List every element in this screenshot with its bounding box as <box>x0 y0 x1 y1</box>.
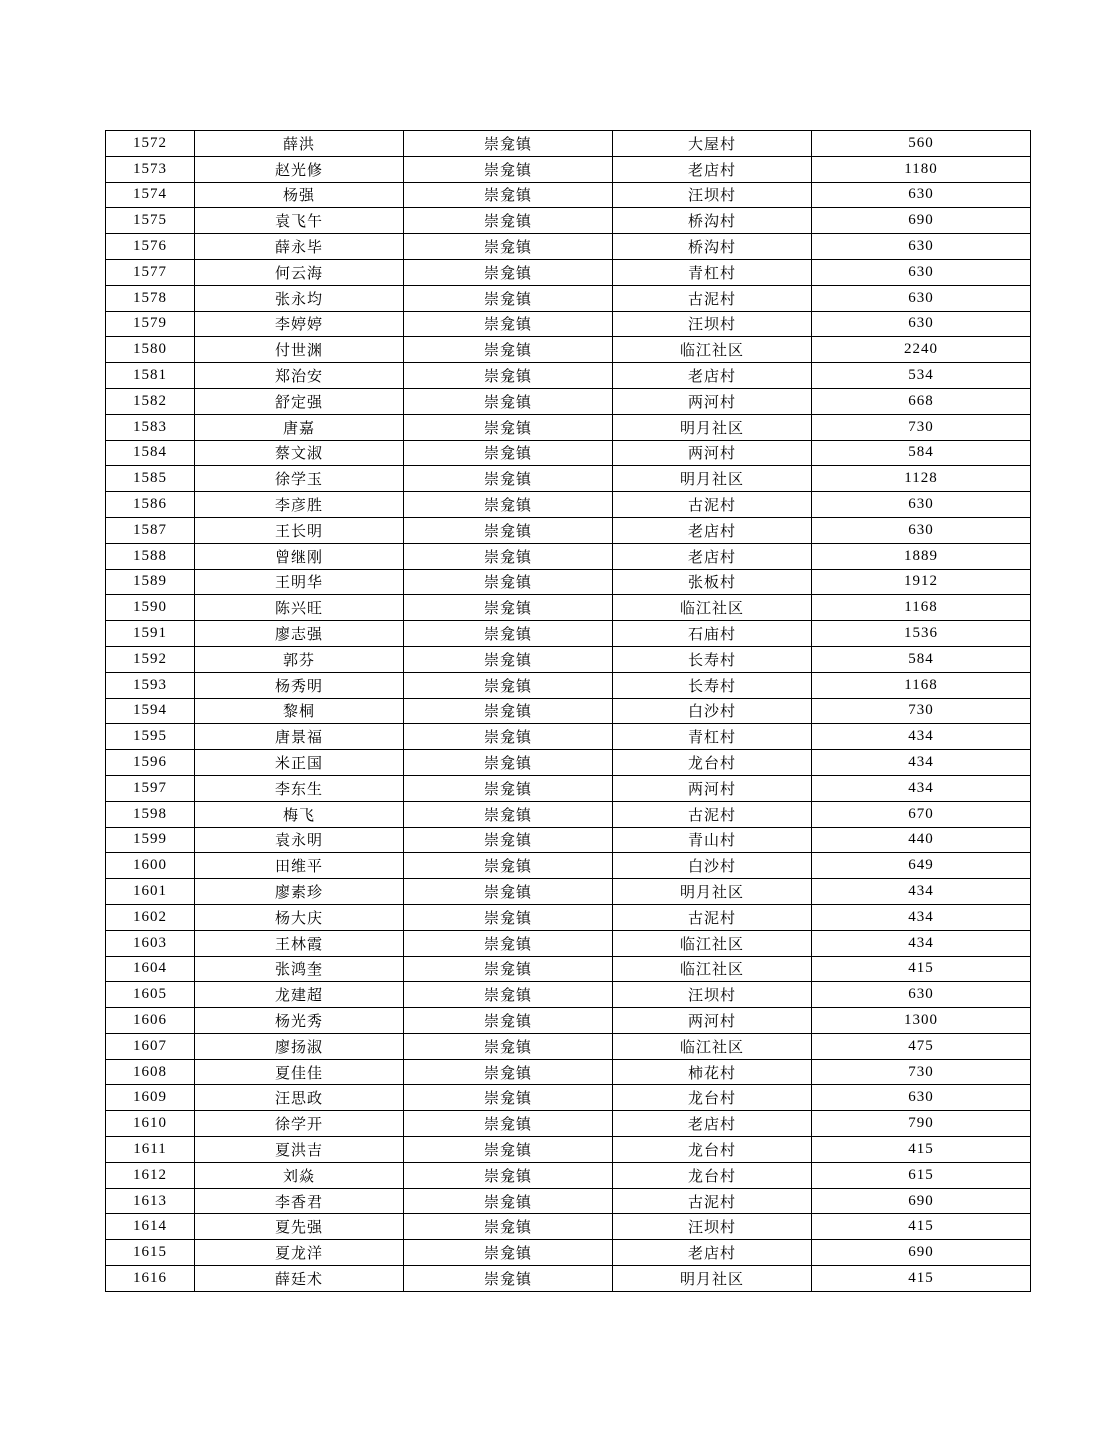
town-cell: 崇龛镇 <box>404 982 613 1008</box>
row-number-cell: 1589 <box>106 569 195 595</box>
town-cell: 崇龛镇 <box>404 1059 613 1085</box>
village-cell: 老店村 <box>613 517 812 543</box>
amount-cell: 615 <box>812 1162 1031 1188</box>
person-name-cell: 黎桐 <box>195 698 404 724</box>
row-number-cell: 1603 <box>106 930 195 956</box>
village-cell: 桥沟村 <box>613 234 812 260</box>
person-name-cell: 杨光秀 <box>195 1008 404 1034</box>
row-number-cell: 1584 <box>106 440 195 466</box>
person-name-cell: 杨大庆 <box>195 904 404 930</box>
village-cell: 两河村 <box>613 440 812 466</box>
village-cell: 两河村 <box>613 775 812 801</box>
amount-cell: 560 <box>812 131 1031 157</box>
town-cell: 崇龛镇 <box>404 879 613 905</box>
town-cell: 崇龛镇 <box>404 208 613 234</box>
person-name-cell: 汪思政 <box>195 1085 404 1111</box>
table-row <box>106 750 1031 776</box>
row-number-cell: 1581 <box>106 363 195 389</box>
amount-cell: 440 <box>812 827 1031 853</box>
town-cell: 崇龛镇 <box>404 1162 613 1188</box>
person-name-cell: 夏洪吉 <box>195 1137 404 1163</box>
person-name-cell: 龙建超 <box>195 982 404 1008</box>
table-row <box>106 904 1031 930</box>
town-cell: 崇龛镇 <box>404 285 613 311</box>
town-cell: 崇龛镇 <box>404 363 613 389</box>
person-name-cell: 郭芬 <box>195 646 404 672</box>
amount-cell: 730 <box>812 1059 1031 1085</box>
row-number-cell: 1578 <box>106 285 195 311</box>
village-cell: 张板村 <box>613 569 812 595</box>
row-number-cell: 1579 <box>106 311 195 337</box>
town-cell: 崇龛镇 <box>404 440 613 466</box>
table-row <box>106 311 1031 337</box>
table-body <box>106 131 1031 1292</box>
row-number-cell: 1575 <box>106 208 195 234</box>
table-row <box>106 982 1031 1008</box>
row-number-cell: 1596 <box>106 750 195 776</box>
table-row <box>106 363 1031 389</box>
table-row <box>106 466 1031 492</box>
amount-cell: 434 <box>812 724 1031 750</box>
town-cell: 崇龛镇 <box>404 595 613 621</box>
town-cell: 崇龛镇 <box>404 1137 613 1163</box>
person-name-cell: 张永均 <box>195 285 404 311</box>
row-number-cell: 1610 <box>106 1111 195 1137</box>
table-row <box>106 621 1031 647</box>
person-name-cell: 徐学开 <box>195 1111 404 1137</box>
amount-cell: 790 <box>812 1111 1031 1137</box>
village-cell: 大屋村 <box>613 131 812 157</box>
row-number-cell: 1595 <box>106 724 195 750</box>
row-number-cell: 1611 <box>106 1137 195 1163</box>
village-cell: 白沙村 <box>613 698 812 724</box>
table-row <box>106 1111 1031 1137</box>
amount-cell: 434 <box>812 930 1031 956</box>
table-row <box>106 543 1031 569</box>
row-number-cell: 1587 <box>106 517 195 543</box>
village-cell: 临江社区 <box>613 930 812 956</box>
table-row <box>106 285 1031 311</box>
village-cell: 龙台村 <box>613 1162 812 1188</box>
town-cell: 崇龛镇 <box>404 672 613 698</box>
amount-cell: 415 <box>812 1266 1031 1292</box>
row-number-cell: 1573 <box>106 156 195 182</box>
person-name-cell: 刘焱 <box>195 1162 404 1188</box>
amount-cell: 434 <box>812 904 1031 930</box>
person-name-cell: 张鸿奎 <box>195 956 404 982</box>
village-cell: 古泥村 <box>613 904 812 930</box>
table-row <box>106 698 1031 724</box>
table-row <box>106 956 1031 982</box>
amount-cell: 1889 <box>812 543 1031 569</box>
person-name-cell: 杨强 <box>195 182 404 208</box>
amount-cell: 415 <box>812 1214 1031 1240</box>
town-cell: 崇龛镇 <box>404 1111 613 1137</box>
person-name-cell: 赵光修 <box>195 156 404 182</box>
amount-cell: 630 <box>812 285 1031 311</box>
table-row <box>106 1240 1031 1266</box>
person-name-cell: 薛廷术 <box>195 1266 404 1292</box>
amount-cell: 1300 <box>812 1008 1031 1034</box>
village-cell: 明月社区 <box>613 879 812 905</box>
person-name-cell: 薛永毕 <box>195 234 404 260</box>
person-name-cell: 唐景福 <box>195 724 404 750</box>
town-cell: 崇龛镇 <box>404 853 613 879</box>
person-name-cell: 袁永明 <box>195 827 404 853</box>
row-number-cell: 1607 <box>106 1033 195 1059</box>
village-cell: 老店村 <box>613 363 812 389</box>
village-cell: 临江社区 <box>613 1033 812 1059</box>
person-name-cell: 薛洪 <box>195 131 404 157</box>
village-cell: 两河村 <box>613 388 812 414</box>
amount-cell: 415 <box>812 956 1031 982</box>
amount-cell: 630 <box>812 182 1031 208</box>
amount-cell: 1912 <box>812 569 1031 595</box>
amount-cell: 630 <box>812 492 1031 518</box>
table-row <box>106 517 1031 543</box>
table-row <box>106 569 1031 595</box>
person-name-cell: 李香君 <box>195 1188 404 1214</box>
table-row <box>106 775 1031 801</box>
amount-cell: 584 <box>812 440 1031 466</box>
village-cell: 汪坝村 <box>613 311 812 337</box>
row-number-cell: 1574 <box>106 182 195 208</box>
table-row <box>106 1266 1031 1292</box>
table-row <box>106 388 1031 414</box>
row-number-cell: 1599 <box>106 827 195 853</box>
village-cell: 古泥村 <box>613 492 812 518</box>
table-row <box>106 646 1031 672</box>
table-row <box>106 492 1031 518</box>
person-name-cell: 陈兴旺 <box>195 595 404 621</box>
person-name-cell: 王明华 <box>195 569 404 595</box>
village-cell: 临江社区 <box>613 595 812 621</box>
row-number-cell: 1580 <box>106 337 195 363</box>
amount-cell: 630 <box>812 517 1031 543</box>
row-number-cell: 1590 <box>106 595 195 621</box>
town-cell: 崇龛镇 <box>404 259 613 285</box>
row-number-cell: 1592 <box>106 646 195 672</box>
town-cell: 崇龛镇 <box>404 517 613 543</box>
table-row <box>106 672 1031 698</box>
town-cell: 崇龛镇 <box>404 569 613 595</box>
beneficiary-table <box>105 130 1031 1292</box>
row-number-cell: 1593 <box>106 672 195 698</box>
town-cell: 崇龛镇 <box>404 234 613 260</box>
town-cell: 崇龛镇 <box>404 311 613 337</box>
person-name-cell: 李彦胜 <box>195 492 404 518</box>
village-cell: 汪坝村 <box>613 982 812 1008</box>
amount-cell: 1128 <box>812 466 1031 492</box>
town-cell: 崇龛镇 <box>404 1240 613 1266</box>
row-number-cell: 1576 <box>106 234 195 260</box>
amount-cell: 534 <box>812 363 1031 389</box>
table-row <box>106 1162 1031 1188</box>
row-number-cell: 1600 <box>106 853 195 879</box>
village-cell: 桥沟村 <box>613 208 812 234</box>
row-number-cell: 1616 <box>106 1266 195 1292</box>
person-name-cell: 夏佳佳 <box>195 1059 404 1085</box>
amount-cell: 630 <box>812 259 1031 285</box>
village-cell: 古泥村 <box>613 1188 812 1214</box>
amount-cell: 415 <box>812 1137 1031 1163</box>
village-cell: 白沙村 <box>613 853 812 879</box>
table-row <box>106 724 1031 750</box>
row-number-cell: 1608 <box>106 1059 195 1085</box>
town-cell: 崇龛镇 <box>404 1033 613 1059</box>
village-cell: 老店村 <box>613 543 812 569</box>
amount-cell: 1168 <box>812 672 1031 698</box>
table-row <box>106 182 1031 208</box>
row-number-cell: 1588 <box>106 543 195 569</box>
village-cell: 青杠村 <box>613 724 812 750</box>
town-cell: 崇龛镇 <box>404 543 613 569</box>
row-number-cell: 1597 <box>106 775 195 801</box>
person-name-cell: 李东生 <box>195 775 404 801</box>
row-number-cell: 1572 <box>106 131 195 157</box>
table-row <box>106 879 1031 905</box>
table-row <box>106 1214 1031 1240</box>
town-cell: 崇龛镇 <box>404 492 613 518</box>
town-cell: 崇龛镇 <box>404 414 613 440</box>
town-cell: 崇龛镇 <box>404 337 613 363</box>
table-row <box>106 208 1031 234</box>
amount-cell: 434 <box>812 775 1031 801</box>
village-cell: 古泥村 <box>613 801 812 827</box>
table-row <box>106 1188 1031 1214</box>
town-cell: 崇龛镇 <box>404 801 613 827</box>
town-cell: 崇龛镇 <box>404 1188 613 1214</box>
row-number-cell: 1583 <box>106 414 195 440</box>
table-row <box>106 234 1031 260</box>
amount-cell: 630 <box>812 311 1031 337</box>
row-number-cell: 1604 <box>106 956 195 982</box>
person-name-cell: 何云海 <box>195 259 404 285</box>
town-cell: 崇龛镇 <box>404 466 613 492</box>
person-name-cell: 徐学玉 <box>195 466 404 492</box>
village-cell: 龙台村 <box>613 1137 812 1163</box>
table-row <box>106 827 1031 853</box>
town-cell: 崇龛镇 <box>404 724 613 750</box>
village-cell: 长寿村 <box>613 646 812 672</box>
person-name-cell: 李婷婷 <box>195 311 404 337</box>
amount-cell: 670 <box>812 801 1031 827</box>
row-number-cell: 1594 <box>106 698 195 724</box>
row-number-cell: 1591 <box>106 621 195 647</box>
row-number-cell: 1615 <box>106 1240 195 1266</box>
amount-cell: 630 <box>812 234 1031 260</box>
village-cell: 石庙村 <box>613 621 812 647</box>
amount-cell: 649 <box>812 853 1031 879</box>
amount-cell: 584 <box>812 646 1031 672</box>
row-number-cell: 1613 <box>106 1188 195 1214</box>
table-row <box>106 1085 1031 1111</box>
village-cell: 老店村 <box>613 1111 812 1137</box>
row-number-cell: 1585 <box>106 466 195 492</box>
table-row <box>106 1059 1031 1085</box>
person-name-cell: 夏龙洋 <box>195 1240 404 1266</box>
amount-cell: 690 <box>812 1188 1031 1214</box>
amount-cell: 1168 <box>812 595 1031 621</box>
row-number-cell: 1577 <box>106 259 195 285</box>
row-number-cell: 1602 <box>106 904 195 930</box>
town-cell: 崇龛镇 <box>404 1266 613 1292</box>
amount-cell: 730 <box>812 414 1031 440</box>
amount-cell: 1180 <box>812 156 1031 182</box>
person-name-cell: 杨秀明 <box>195 672 404 698</box>
amount-cell: 630 <box>812 1085 1031 1111</box>
town-cell: 崇龛镇 <box>404 1085 613 1111</box>
person-name-cell: 蔡文淑 <box>195 440 404 466</box>
amount-cell: 668 <box>812 388 1031 414</box>
town-cell: 崇龛镇 <box>404 827 613 853</box>
amount-cell: 630 <box>812 982 1031 1008</box>
table-row <box>106 156 1031 182</box>
table-row <box>106 1008 1031 1034</box>
row-number-cell: 1614 <box>106 1214 195 1240</box>
town-cell: 崇龛镇 <box>404 1008 613 1034</box>
village-cell: 青杠村 <box>613 259 812 285</box>
table-row <box>106 131 1031 157</box>
amount-cell: 434 <box>812 750 1031 776</box>
village-cell: 龙台村 <box>613 750 812 776</box>
village-cell: 青山村 <box>613 827 812 853</box>
row-number-cell: 1582 <box>106 388 195 414</box>
village-cell: 明月社区 <box>613 466 812 492</box>
table-row <box>106 853 1031 879</box>
village-cell: 汪坝村 <box>613 1214 812 1240</box>
person-name-cell: 王林霞 <box>195 930 404 956</box>
town-cell: 崇龛镇 <box>404 775 613 801</box>
amount-cell: 730 <box>812 698 1031 724</box>
village-cell: 汪坝村 <box>613 182 812 208</box>
table-row <box>106 337 1031 363</box>
person-name-cell: 曾继刚 <box>195 543 404 569</box>
row-number-cell: 1586 <box>106 492 195 518</box>
town-cell: 崇龛镇 <box>404 956 613 982</box>
town-cell: 崇龛镇 <box>404 646 613 672</box>
person-name-cell: 王长明 <box>195 517 404 543</box>
village-cell: 明月社区 <box>613 1266 812 1292</box>
town-cell: 崇龛镇 <box>404 904 613 930</box>
village-cell: 老店村 <box>613 156 812 182</box>
row-number-cell: 1612 <box>106 1162 195 1188</box>
village-cell: 临江社区 <box>613 337 812 363</box>
village-cell: 长寿村 <box>613 672 812 698</box>
table-row <box>106 930 1031 956</box>
town-cell: 崇龛镇 <box>404 388 613 414</box>
village-cell: 古泥村 <box>613 285 812 311</box>
row-number-cell: 1605 <box>106 982 195 1008</box>
town-cell: 崇龛镇 <box>404 1214 613 1240</box>
town-cell: 崇龛镇 <box>404 131 613 157</box>
person-name-cell: 廖素珍 <box>195 879 404 905</box>
person-name-cell: 郑治安 <box>195 363 404 389</box>
person-name-cell: 田维平 <box>195 853 404 879</box>
table-row <box>106 801 1031 827</box>
table-row <box>106 1137 1031 1163</box>
row-number-cell: 1601 <box>106 879 195 905</box>
table-row <box>106 595 1031 621</box>
person-name-cell: 付世渊 <box>195 337 404 363</box>
village-cell: 临江社区 <box>613 956 812 982</box>
person-name-cell: 夏先强 <box>195 1214 404 1240</box>
row-number-cell: 1609 <box>106 1085 195 1111</box>
row-number-cell: 1598 <box>106 801 195 827</box>
person-name-cell: 唐嘉 <box>195 414 404 440</box>
town-cell: 崇龛镇 <box>404 750 613 776</box>
person-name-cell: 米正国 <box>195 750 404 776</box>
person-name-cell: 舒定强 <box>195 388 404 414</box>
amount-cell: 434 <box>812 879 1031 905</box>
person-name-cell: 廖扬淑 <box>195 1033 404 1059</box>
row-number-cell: 1606 <box>106 1008 195 1034</box>
village-cell: 两河村 <box>613 1008 812 1034</box>
amount-cell: 1536 <box>812 621 1031 647</box>
village-cell: 老店村 <box>613 1240 812 1266</box>
town-cell: 崇龛镇 <box>404 156 613 182</box>
person-name-cell: 梅飞 <box>195 801 404 827</box>
village-cell: 明月社区 <box>613 414 812 440</box>
town-cell: 崇龛镇 <box>404 698 613 724</box>
person-name-cell: 廖志强 <box>195 621 404 647</box>
village-cell: 柿花村 <box>613 1059 812 1085</box>
town-cell: 崇龛镇 <box>404 930 613 956</box>
table-row <box>106 440 1031 466</box>
town-cell: 崇龛镇 <box>404 621 613 647</box>
table-row <box>106 259 1031 285</box>
amount-cell: 690 <box>812 1240 1031 1266</box>
person-name-cell: 袁飞午 <box>195 208 404 234</box>
village-cell: 龙台村 <box>613 1085 812 1111</box>
town-cell: 崇龛镇 <box>404 182 613 208</box>
amount-cell: 690 <box>812 208 1031 234</box>
amount-cell: 2240 <box>812 337 1031 363</box>
table-row <box>106 1033 1031 1059</box>
amount-cell: 475 <box>812 1033 1031 1059</box>
table-row <box>106 414 1031 440</box>
